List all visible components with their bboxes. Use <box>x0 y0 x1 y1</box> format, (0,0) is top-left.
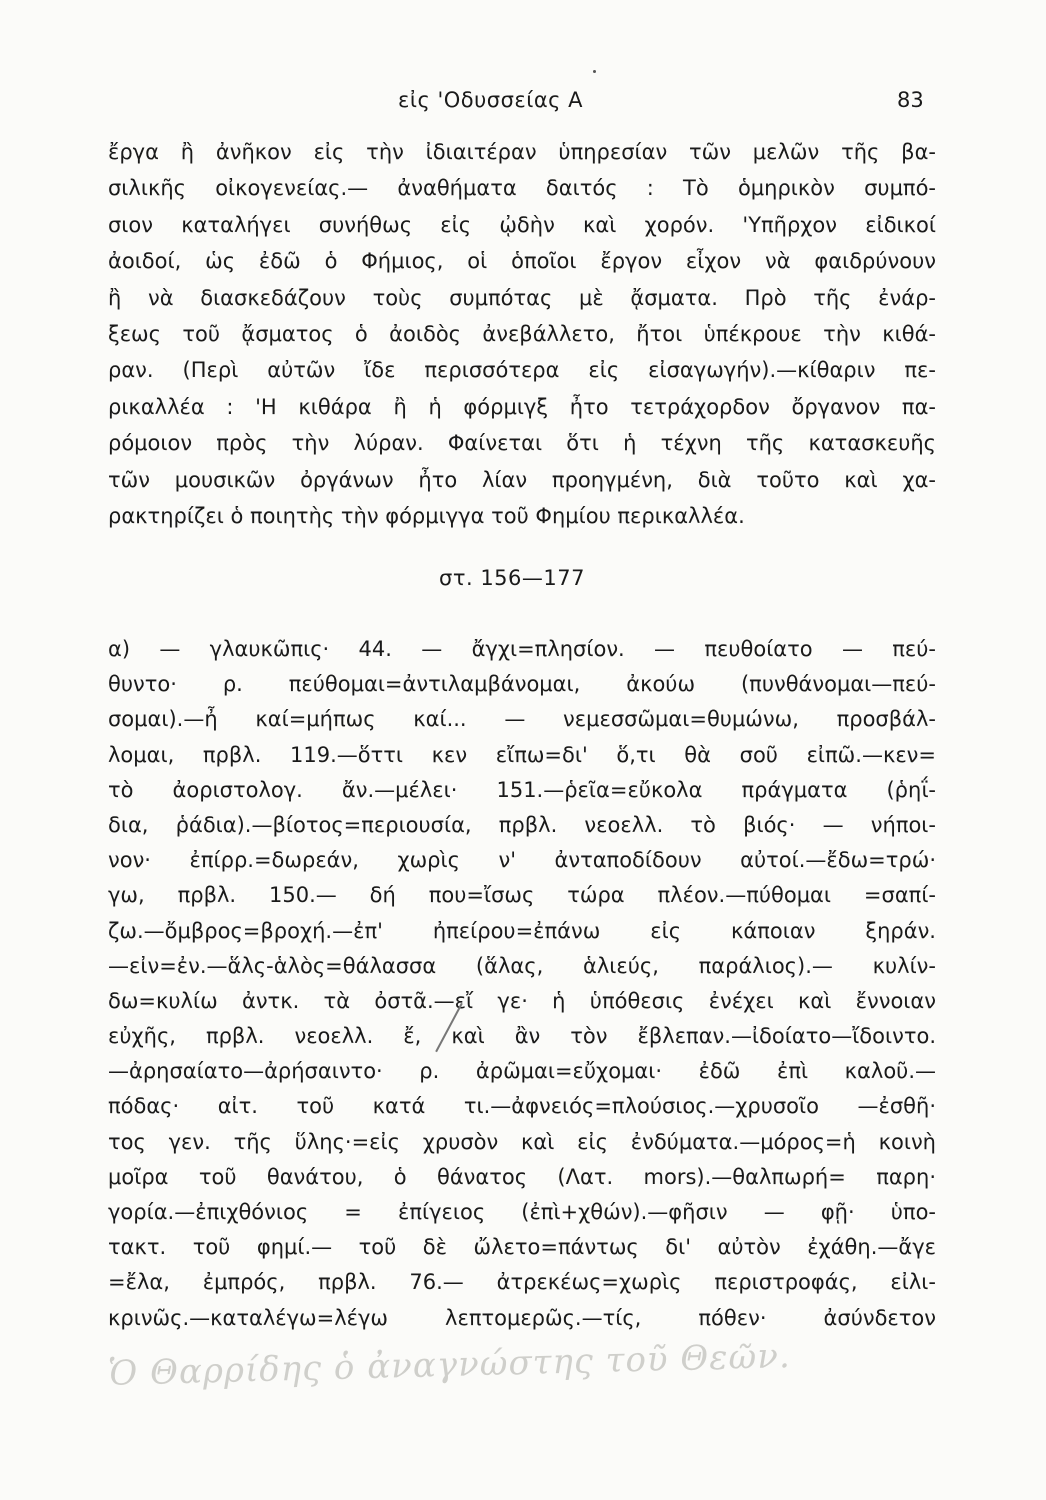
text-line: ἔργα ἢ ἀνῆκον εἰς τὴν ἰδιαιτέραν ὑπηρεσίαν τῶν μελῶν τῆς βα- <box>108 140 936 164</box>
text-line: νον· ἐπίρρ.=δωρεάν, χωρὶς ν' ἀνταποδίδουν αὐτοί.—ἔδω=τρώ· <box>108 848 936 873</box>
text-line: —εἰν=ἐν.—ἅλς-ἁλὸς=θάλασσα (ἅλας, ἁλιεύς, παράλιος).— κυλίν- <box>108 953 936 978</box>
text-line: =ἔλα, ἐμπρός, πρβλ. 76.— ἀτρεκέως=χωρὶς περιστροφάς, εἰλι- <box>108 1270 936 1295</box>
text-line: δια, ῥάδια).—βίοτος=περιουσία, πρβλ. νεοελλ. τὸ βιός· — νήποι- <box>108 812 936 837</box>
text-line: α) — γλαυκῶπις· 44. — ἄγχι=πλησίον. — πευθοίατο — πεύ- <box>108 637 936 661</box>
text-line: μοῖρα τοῦ θανάτου, ὁ θάνατος (Λατ. mors).—θαλπωρή= παρη· <box>108 1164 936 1189</box>
text-line: γω, πρβλ. 150.— δή που=ἴσως τώρα πλέον.—πύθομαι =σαπί- <box>108 883 936 908</box>
text-line: θυντο· ρ. πεύθομαι=ἀντιλαμβάνομαι, ἀκούω (πυνθάνομαι—πεύ- <box>108 672 936 697</box>
text-line: δω=κυλίω ἀντκ. τὰ ὀστᾶ.—εἴ γε· ἡ ὑπόθεσις ἐνέχει καὶ ἔννοιαν <box>108 988 936 1013</box>
text-line: σιλικῆς οἰκογενείας.— ἀναθήματα δαιτός : Τὸ ὁμηρικὸν συμπό- <box>108 176 936 201</box>
text-line: ρακτηρίζει ὁ ποιητὴς τὴν φόρμιγγα τοῦ Φημίου περικαλλέα. <box>108 503 745 528</box>
text-line: λομαι, πρβλ. 119.—ὅττι κεν εἴπω=δι' ὅ,τι θὰ σοῦ εἰπῶ.—κεν= <box>108 742 936 767</box>
text-line: τῶν μουσικῶν ὀργάνων ἦτο λίαν προηγμένη, διὰ τοῦτο καὶ χα- <box>108 467 936 492</box>
commentary-paragraph <box>108 134 936 534</box>
text-line: εὐχῆς, πρβλ. νεοελλ. ἔ, καὶ ἂν τὸν ἔβλεπαν.—ἰδοίατο—ἴδοιντο. <box>108 1024 936 1049</box>
section-heading-text: στ. 156—177 <box>439 566 585 590</box>
text-line: ξεως τοῦ ᾄσματος ὁ ἀοιδὸς ἀνεβάλλετο, ἤτοι ὑπέκρουε τὴν κιθά- <box>108 321 936 346</box>
page-number: 83 <box>897 88 924 112</box>
text-line: ἢ νὰ διασκεδάζουν τοὺς συμπότας μὲ ᾄσματα. Πρὸ τῆς ἐνάρ- <box>108 285 936 310</box>
text-line: γορία.—ἐπιχθόνιος = ἐπίγειος (ἐπὶ+χθών).—φῆσιν — φῇ· ὑπο- <box>108 1200 936 1224</box>
text-line: κρινῶς.—καταλέγω=λέγω λεπτομερῶς.—τίς, πόθεν· ἀσύνδετον <box>108 1305 936 1330</box>
running-title: εἰς 'Οδυσσείας Α <box>398 88 584 112</box>
text-line: πόδας· αἰτ. τοῦ κατά τι.—ἀφνειός=πλούσιος.—χρυσοῖο —ἐσθῆ· <box>108 1094 936 1119</box>
speck <box>593 70 596 73</box>
text-line: —ἀρησαίατο—ἀρήσαιντο· ρ. ἀρῶμαι=εὔχομαι· ἐδῶ ἐπὶ καλοῦ.— <box>108 1059 936 1084</box>
text-line: ζω.—ὄμβρος=βροχή.—ἐπ' ἠπείρου=ἐπάνω εἰς κάποιαν ξηράν. <box>108 918 936 943</box>
text-line: ρικαλλέα : 'Η κιθάρα ἢ ἡ φόρμιγξ ἦτο τετράχορδον ὄργανον πα- <box>108 394 936 419</box>
section-heading <box>0 566 1046 590</box>
text-line: τακτ. τοῦ φημί.— τοῦ δὲ ὤλετο=πάντως δι' αὐτὸν ἐχάθη.—ἄγε <box>108 1235 936 1260</box>
glossary-paragraph <box>108 632 936 1336</box>
text-line: τος γεν. τῆς ὕλης·=εἰς χρυσὸν καὶ εἰς ἐνδύματα.—μόρος=ἡ κοινὴ <box>108 1129 936 1154</box>
text-line: τὸ ἀοριστολογ. ἄν.—μέλει· 151.—ῥεῖα=εὔκολα πράγματα (ῥηΐ- <box>108 777 936 802</box>
page-header <box>0 88 1046 128</box>
text-line: ραν. (Περὶ αὐτῶν ἴδε περισσότερα εἰς εἰσαγωγήν).—κίθαριν πε- <box>108 358 936 383</box>
handwritten-note: Ὁ Θαρρίδης ὁ ἀναγνώστης τοῦ Θεῶν. <box>107 1336 792 1394</box>
text-line: σιον καταλήγει συνήθως εἰς ᾠδὴν καὶ χορόν. 'Υπῆρχον εἰδικοί <box>108 212 936 237</box>
text-line: σομαι).—ἦ καί=μήπως καί... — νεμεσσῶμαι=θυμώνω, προσβάλ- <box>108 707 936 732</box>
text-line: ἀοιδοί, ὡς ἐδῶ ὁ Φήμιος, οἱ ὁποῖοι ἔργον εἶχον νὰ φαιδρύνουν <box>108 249 936 274</box>
text-line: ρόμοιον πρὸς τὴν λύραν. Φαίνεται ὅτι ἡ τέχνη τῆς κατασκευῆς <box>108 431 936 456</box>
